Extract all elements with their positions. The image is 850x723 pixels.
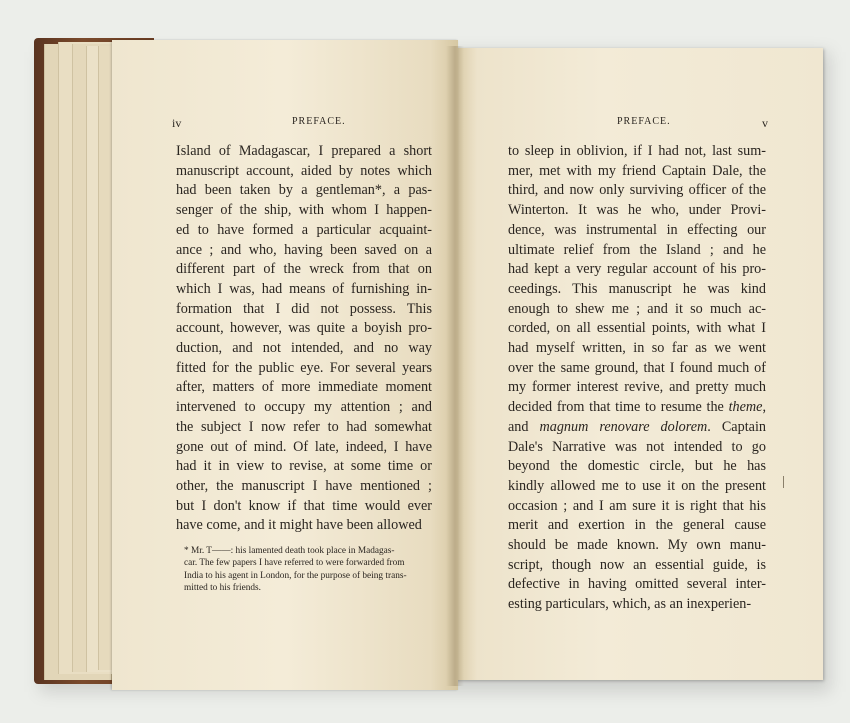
- left-page-number: iv: [172, 116, 182, 130]
- text-line: had myself written, in so far as we went: [508, 340, 766, 357]
- text-line: formation that I did not possess. This: [176, 300, 432, 317]
- italic-phrase: magnum renovare dolorem: [539, 418, 708, 435]
- text-line: which I was, had means of furnishing in-: [176, 280, 432, 297]
- right-page-number: v: [762, 116, 768, 130]
- margin-mark: [783, 476, 784, 488]
- footnote-line: mitted to his friends.: [184, 583, 261, 594]
- text-line: intervened to occupy my attention ; and: [176, 399, 432, 416]
- text-line: Island of Madagascar, I prepared a short: [176, 143, 432, 159]
- text-line: esting particulars, which, as an inexperien-: [508, 596, 752, 613]
- text-line: Winterton. It was he who, under Provi-: [508, 202, 766, 219]
- text-line: over the same ground, that I found much of: [508, 359, 766, 376]
- text-line: had it in view to revise, at some time or: [176, 458, 432, 475]
- left-page-body: [176, 142, 432, 536]
- text-line: senger of the ship, with whom I happen-: [176, 202, 432, 219]
- footnote-line: India to his agent in London, for the purpose of being trans-: [184, 570, 407, 581]
- text-line: other, the manuscript I have mentioned ;: [176, 477, 432, 494]
- text-line: manuscript account, aided by notes which: [176, 162, 432, 179]
- text-line: should be made known. My own manu-: [508, 537, 766, 554]
- text-line: script, though now an essential guide, is: [508, 556, 766, 573]
- text-line: corded, on all essential points, with what I: [508, 320, 766, 337]
- footnote-line: * Mr. T——: his lamented death took place in Madagas-: [184, 546, 395, 556]
- text-line: decided from that time to resume the theme,: [508, 399, 766, 416]
- footnote-line: car. The few papers I have referred to were forwarded from: [184, 558, 405, 569]
- text-line: defective in having omitted several inter-: [508, 576, 766, 593]
- text-line: after, matters of more immediate moment: [176, 379, 432, 396]
- text-line: kindly allowed me to use it on the present: [508, 477, 766, 494]
- text-line: the subject I now refer to had somewhat: [176, 418, 432, 435]
- text-line: ance ; and who, having been saved on a: [176, 241, 432, 258]
- text-line: different part of the wreck from that on: [176, 261, 432, 278]
- text-line: had been taken by a gentleman*, a pas-: [176, 182, 432, 199]
- text-line: ceedings. This manuscript he was kind: [508, 280, 766, 297]
- right-page-body: [508, 142, 766, 615]
- text-line: occasion ; and I am sure it is right that his: [508, 497, 766, 514]
- text-line: fitted for the public eye. For several years: [176, 359, 432, 376]
- text-line: dence, was instrumental in effecting our: [508, 221, 766, 238]
- text-line: third, and now only surviving officer of the: [508, 182, 766, 199]
- text-line: have come, and it might have been allowed: [176, 517, 422, 534]
- text-line: Dale's Narrative was not intended to go: [508, 438, 766, 455]
- text-line: account, however, was quite a boyish pro-: [176, 320, 432, 337]
- text-line: to sleep in oblivion, if I had not, last sum-: [508, 143, 766, 159]
- footnote: [184, 545, 450, 595]
- text-line: my former interest revive, and pretty much: [508, 379, 766, 396]
- text-line: and magnum renovare dolorem. Captain: [508, 418, 766, 435]
- text-line: had kept a very regular account of his pro-: [508, 261, 766, 278]
- text-line: gone out of mind. Of late, indeed, I have: [176, 438, 432, 455]
- left-running-header: PREFACE.: [292, 116, 346, 127]
- text-line: enough to shew me ; and it so much ac-: [508, 300, 766, 317]
- right-running-header: PREFACE.: [617, 116, 671, 127]
- text-line: beyond the domestic circle, but he has: [508, 458, 766, 475]
- italic-phrase: theme: [728, 399, 763, 416]
- text-line: but I don't know if that time would ever: [176, 497, 432, 514]
- text-line: mer, met with my friend Captain Dale, the: [508, 162, 766, 179]
- text-line: duction, and not intended, and no way: [176, 340, 432, 357]
- text-line: ultimate relief from the Island ; and he: [508, 241, 766, 258]
- text-line: merit and exertion in the general cause: [508, 517, 766, 534]
- text-line: ed to have formed a particular acquaint-: [176, 221, 432, 238]
